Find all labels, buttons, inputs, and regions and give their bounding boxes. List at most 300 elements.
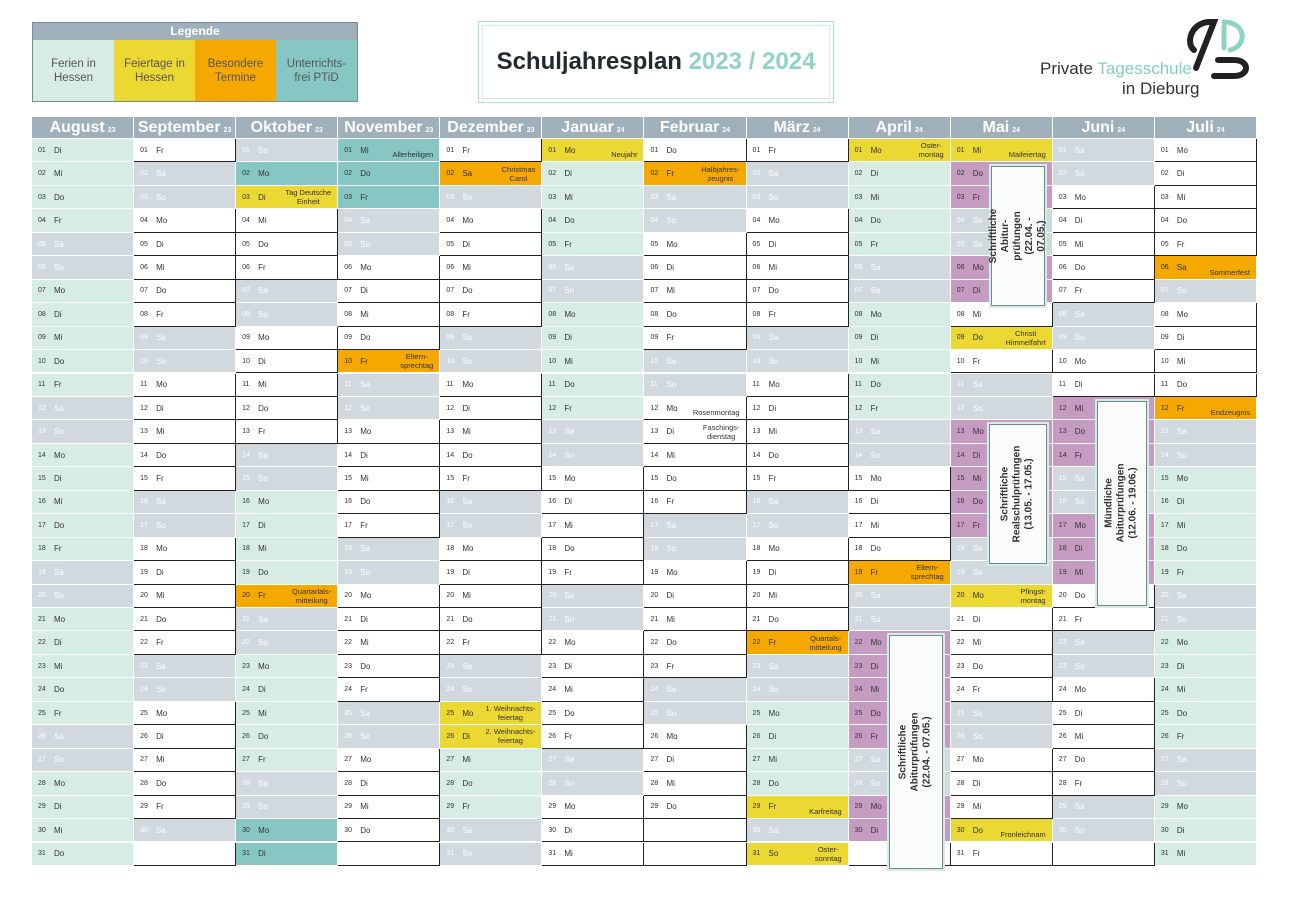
day-cell (1155, 819, 1257, 842)
day-number: 09 (752, 334, 761, 342)
day-number: 07 (854, 287, 863, 295)
day-cell (1053, 327, 1155, 350)
day-number: 23 (1058, 662, 1067, 670)
day-number: 27 (242, 756, 250, 764)
weekday-label: Mo (360, 262, 372, 272)
day-number: 08 (446, 310, 455, 318)
day-cell (747, 725, 849, 748)
weekday-label: So (462, 192, 473, 202)
day-number: 01 (1160, 146, 1169, 154)
month-year: 24 (1216, 127, 1225, 134)
day-cell (1053, 303, 1155, 326)
day-number: 30 (140, 826, 148, 834)
day-cell (1155, 585, 1257, 608)
weekday-label: Mi (1074, 731, 1084, 741)
day-cell (32, 350, 134, 373)
day-number: 01 (446, 146, 455, 154)
day-cell (32, 280, 134, 303)
weekday-label: Mi (768, 427, 777, 437)
day-cell (338, 585, 440, 608)
day-number: 16 (344, 498, 353, 506)
day-cell (134, 444, 236, 467)
day-cell (1155, 538, 1257, 561)
day-cell (32, 585, 134, 608)
weekday-label: Mi (1074, 403, 1084, 413)
day-number: 23 (548, 662, 557, 670)
weekday-label: Di (666, 262, 675, 272)
day-cell (747, 702, 849, 725)
weekday-label: Di (564, 333, 572, 343)
month-name: Juli (1186, 118, 1214, 136)
day-number: 27 (140, 756, 148, 764)
day-cell (440, 491, 542, 514)
day-cell (644, 233, 746, 256)
day-number: 29 (1058, 803, 1067, 811)
weekday-label: So (360, 731, 371, 741)
weekday-label: Mo (54, 286, 66, 296)
weekday-label: Di (462, 239, 470, 249)
weekday-label: Fr (1074, 450, 1083, 460)
day-number: 19 (956, 568, 965, 576)
day-number: 17 (650, 521, 659, 529)
weekday-label: Do (156, 450, 167, 460)
weekday-label: So (870, 778, 881, 788)
weekday-label: Sa (870, 591, 881, 601)
day-number: 18 (38, 545, 46, 553)
day-cell (747, 420, 849, 443)
weekday-label: So (156, 685, 166, 695)
day-number: 04 (446, 217, 455, 225)
weekday-label: Do (1176, 216, 1188, 226)
day-cell (1155, 327, 1257, 350)
day-cell (1155, 843, 1257, 866)
day-cell (644, 162, 746, 185)
day-cell (951, 397, 1053, 420)
day-number: 27 (1058, 756, 1067, 764)
weekday-label: Mi (666, 778, 675, 788)
weekday-label: Mi (768, 755, 777, 765)
day-cell (236, 538, 338, 561)
day-number: 15 (650, 475, 659, 483)
day-cell (338, 420, 440, 443)
weekday-label: So (564, 614, 575, 624)
weekday-label: Mo (156, 380, 168, 390)
weekday-label: Mi (972, 474, 982, 484)
day-number: 14 (854, 451, 863, 459)
day-number: 07 (752, 287, 761, 295)
day-number: 17 (344, 521, 353, 529)
weekday-label: So (258, 309, 268, 319)
day-number: 24 (344, 686, 353, 694)
weekday-label: Mo (1074, 520, 1086, 530)
exam-period-label: Schriftliche Abiturprüfungen (22.04. - 07.05.) (897, 712, 933, 792)
day-cell (32, 209, 134, 232)
weekday-label: Sa (258, 778, 268, 788)
day-number: 20 (140, 592, 148, 600)
day-number: 24 (38, 686, 46, 694)
weekday-label: Di (972, 614, 981, 624)
weekday-label: Di (360, 286, 368, 296)
day-cell (236, 491, 338, 514)
month-year: 24 (914, 127, 923, 134)
day-number: 07 (956, 287, 965, 295)
weekday-label: Di (564, 169, 572, 179)
event-label: Oster- montag (918, 141, 944, 160)
day-cell (1155, 162, 1257, 185)
weekday-label: Di (462, 567, 470, 577)
day-number: 10 (1058, 357, 1067, 365)
day-cell (747, 139, 849, 162)
month-year: 23 (107, 127, 116, 134)
day-cell (1155, 514, 1257, 537)
day-number: 30 (38, 826, 46, 834)
weekday-label: Di (258, 520, 266, 530)
weekday-label: Do (54, 849, 65, 859)
day-cell (644, 467, 746, 490)
day-number: 16 (956, 498, 965, 506)
weekday-label: So (1074, 825, 1085, 835)
day-cell (747, 796, 849, 819)
day-cell (32, 843, 134, 866)
month-header (134, 117, 235, 138)
weekday-label: Sa (54, 403, 64, 413)
day-number: 13 (38, 428, 46, 436)
day-cell (849, 538, 951, 561)
weekday-label: Mi (972, 309, 982, 319)
day-cell (1155, 303, 1257, 326)
day-cell (542, 725, 644, 748)
weekday-label: Sa (870, 755, 881, 765)
weekday-label: Mo (54, 614, 66, 624)
weekday-label: Fr (870, 567, 879, 577)
day-number: 23 (38, 662, 46, 670)
day-cell (338, 374, 440, 397)
weekday-label: Sa (1176, 591, 1187, 601)
day-cell (1053, 702, 1155, 725)
day-cell (1155, 725, 1257, 748)
day-cell (644, 608, 746, 631)
month-name: Mai (982, 118, 1010, 136)
day-cell (236, 655, 338, 678)
weekday-label: So (768, 685, 779, 695)
day-cell (440, 796, 542, 819)
weekday-label: Di (156, 239, 164, 249)
day-cell (440, 819, 542, 842)
day-number: 23 (854, 662, 863, 670)
weekday-label: Mo (156, 708, 168, 718)
weekday-label: Do (564, 380, 575, 390)
day-number: 09 (242, 334, 250, 342)
day-cell (849, 209, 951, 232)
day-cell (134, 772, 236, 795)
weekday-label: Fr (768, 638, 777, 648)
day-number: 26 (140, 732, 148, 740)
weekday-label: Do (462, 778, 473, 788)
day-number: 30 (548, 826, 557, 834)
weekday-label: Mi (972, 145, 982, 155)
day-number: 24 (854, 686, 863, 694)
day-number: 09 (1160, 334, 1169, 342)
day-cell (134, 233, 236, 256)
day-cell (338, 397, 440, 420)
day-cell (338, 819, 440, 842)
weekday-label: Sa (1074, 638, 1085, 648)
day-cell (1155, 467, 1257, 490)
weekday-label: Do (1176, 708, 1188, 718)
day-number: 03 (1058, 193, 1067, 201)
weekday-label: So (870, 286, 881, 296)
day-cell (1155, 397, 1257, 420)
day-number: 22 (38, 639, 46, 647)
weekday-label: Fr (972, 685, 981, 695)
weekday-label: Fr (360, 685, 368, 695)
weekday-label: So (768, 849, 779, 859)
day-number: 18 (344, 545, 353, 553)
day-number: 11 (344, 381, 352, 389)
weekday-label: Do (462, 614, 473, 624)
day-number: 11 (548, 381, 556, 389)
day-cell (440, 397, 542, 420)
event-label: Eltern- sprechtag (910, 563, 944, 582)
day-cell (134, 209, 236, 232)
weekday-label: Mo (462, 544, 474, 554)
empty-day-cell (644, 843, 746, 866)
day-number: 08 (1160, 310, 1169, 318)
weekday-label: Mo (258, 333, 270, 343)
day-number: 27 (752, 756, 761, 764)
day-number: 22 (1058, 639, 1067, 647)
weekday-label: Di (1176, 169, 1185, 179)
day-number: 10 (650, 357, 659, 365)
day-cell (747, 280, 849, 303)
weekday-label: Sa (54, 567, 64, 577)
day-cell (32, 186, 134, 209)
event-label: Rosenmontag (692, 408, 740, 418)
month-name: November (344, 118, 423, 136)
day-cell (747, 538, 849, 561)
event-label: Endzeugnis (1210, 408, 1250, 418)
day-number: 17 (548, 521, 557, 529)
weekday-label: Di (870, 661, 879, 671)
day-cell (542, 374, 644, 397)
month-year: 23 (425, 127, 434, 134)
day-cell (134, 397, 236, 420)
weekday-label: So (360, 239, 371, 249)
day-cell (747, 350, 849, 373)
month-year: 24 (722, 127, 731, 134)
day-number: 28 (1058, 779, 1067, 787)
day-cell (236, 350, 338, 373)
day-number: 23 (242, 662, 250, 670)
day-number: 05 (344, 240, 353, 248)
weekday-label: Mi (972, 638, 982, 648)
day-number: 06 (548, 263, 557, 271)
day-number: 06 (854, 263, 863, 271)
day-cell (542, 631, 644, 654)
day-cell (747, 819, 849, 842)
day-number: 22 (956, 639, 965, 647)
day-cell (542, 843, 644, 866)
weekday-label: Di (564, 661, 572, 671)
day-cell (440, 702, 542, 725)
day-number: 29 (140, 803, 148, 811)
day-number: 25 (38, 709, 46, 717)
weekday-label: Mi (1176, 685, 1186, 695)
day-number: 29 (752, 803, 761, 811)
weekday-label: Mo (972, 755, 984, 765)
day-number: 21 (344, 615, 353, 623)
weekday-label: Do (1074, 262, 1086, 272)
day-number: 24 (956, 686, 965, 694)
day-number: 14 (344, 451, 353, 459)
day-number: 01 (650, 146, 659, 154)
day-cell (849, 514, 951, 537)
day-cell (1053, 772, 1155, 795)
weekday-label: Di (666, 427, 675, 437)
day-number: 08 (140, 310, 148, 318)
day-cell (644, 514, 746, 537)
day-cell (1053, 233, 1155, 256)
day-number: 23 (650, 662, 659, 670)
day-cell (236, 186, 338, 209)
day-number: 25 (956, 709, 965, 717)
day-number: 30 (854, 826, 863, 834)
weekday-label: So (1074, 333, 1085, 343)
weekday-label: Do (54, 520, 65, 530)
day-cell (32, 608, 134, 631)
weekday-label: So (54, 262, 64, 272)
weekday-label: Fr (564, 567, 572, 577)
day-number: 28 (854, 779, 863, 787)
weekday-label: Sa (1176, 427, 1187, 437)
day-cell (542, 655, 644, 678)
weekday-label: Do (972, 661, 983, 671)
day-number: 12 (1160, 404, 1169, 412)
day-number: 24 (140, 686, 148, 694)
weekday-label: Do (360, 497, 371, 507)
day-number: 20 (854, 592, 863, 600)
weekday-label: Mi (258, 216, 267, 226)
day-cell (542, 514, 644, 537)
weekday-label: So (564, 450, 575, 460)
weekday-label: Sa (768, 333, 779, 343)
day-cell (32, 514, 134, 537)
day-number: 20 (446, 592, 455, 600)
day-number: 28 (1160, 779, 1169, 787)
day-number: 12 (956, 404, 965, 412)
day-cell (849, 420, 951, 443)
day-number: 12 (1058, 404, 1067, 412)
event-label: Karfreitag (809, 807, 842, 817)
day-cell (134, 420, 236, 443)
weekday-label: Do (156, 778, 167, 788)
day-number: 07 (1058, 287, 1067, 295)
day-number: 13 (854, 428, 863, 436)
weekday-label: Do (870, 708, 881, 718)
day-number: 17 (1160, 521, 1169, 529)
weekday-label: Mi (156, 591, 165, 601)
weekday-label: Fr (768, 802, 777, 812)
day-cell (849, 162, 951, 185)
weekday-label: Mi (1176, 356, 1186, 366)
weekday-label: Fr (564, 731, 572, 741)
day-cell (849, 186, 951, 209)
weekday-label: Sa (1074, 802, 1085, 812)
day-number: 11 (38, 381, 46, 389)
day-number: 31 (1160, 850, 1169, 858)
day-cell (644, 139, 746, 162)
month-year: 23 (223, 127, 232, 134)
title-main: Schuljahresplan (496, 48, 689, 75)
month-year: 24 (1117, 127, 1126, 134)
day-number: 02 (548, 170, 557, 178)
day-cell (338, 256, 440, 279)
day-number: 15 (140, 475, 148, 483)
day-number: 16 (38, 498, 46, 506)
weekday-label: Do (156, 286, 167, 296)
month-header (440, 117, 541, 138)
day-number: 03 (1160, 193, 1169, 201)
day-number: 10 (38, 357, 46, 365)
school-logo-icon (1184, 18, 1256, 80)
day-number: 14 (956, 451, 965, 459)
legend (32, 22, 358, 102)
day-number: 18 (548, 545, 557, 553)
day-cell (747, 444, 849, 467)
weekday-label: So (972, 567, 983, 577)
weekday-label: Di (360, 778, 368, 788)
day-number: 26 (752, 732, 761, 740)
weekday-label: So (768, 192, 779, 202)
day-number: 11 (650, 381, 658, 389)
weekday-label: Mi (1176, 520, 1186, 530)
day-cell (542, 491, 644, 514)
day-number: 07 (650, 287, 659, 295)
day-number: 01 (140, 146, 148, 154)
day-number: 17 (242, 521, 250, 529)
day-cell (134, 561, 236, 584)
day-cell (747, 374, 849, 397)
day-number: 25 (548, 709, 557, 717)
day-number: 21 (854, 615, 863, 623)
day-cell (134, 538, 236, 561)
month-header (338, 117, 439, 138)
weekday-label: Mi (462, 755, 471, 765)
weekday-label: Mi (870, 685, 880, 695)
day-cell (32, 374, 134, 397)
logo-text-line1: Private Tagesschule (1040, 59, 1192, 78)
day-number: 28 (650, 779, 659, 787)
title-box (478, 21, 834, 103)
day-number: 13 (1160, 428, 1169, 436)
weekday-label: Fr (1074, 614, 1083, 624)
day-number: 20 (242, 592, 250, 600)
day-cell (951, 796, 1053, 819)
day-cell (747, 327, 849, 350)
day-cell (1155, 139, 1257, 162)
weekday-label: Fr (1176, 403, 1185, 413)
day-number: 14 (1160, 451, 1169, 459)
day-cell (134, 256, 236, 279)
weekday-label: So (258, 145, 268, 155)
weekday-label: Mo (258, 825, 270, 835)
day-number: 29 (956, 803, 965, 811)
day-number: 16 (650, 498, 659, 506)
day-cell (747, 843, 849, 866)
day-cell (644, 303, 746, 326)
day-number: 18 (956, 545, 965, 553)
day-number: 18 (446, 545, 455, 553)
